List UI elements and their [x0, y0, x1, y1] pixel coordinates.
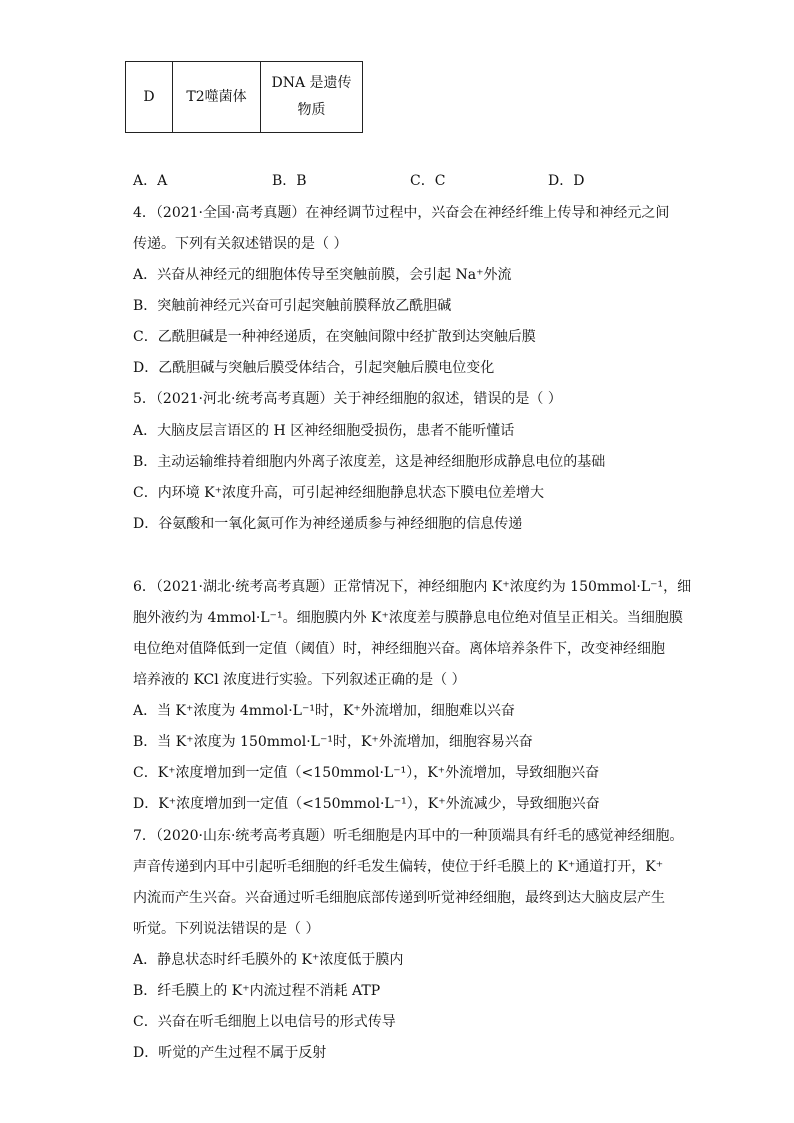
q5-option-b: B．主动运输维持着细胞内外离子浓度差，这是神经细胞形成静息电位的基础	[133, 454, 606, 470]
q3-option-d: D．D	[548, 173, 585, 189]
q7-stem-line-1: 7．（2020·山东·统考高考真题）听毛细胞是内耳中的一种顶端具有纤毛的感觉神经细胞。	[133, 828, 684, 844]
q4-stem-line-2: 传递。下列有关叙述错误的是（ ）	[133, 236, 348, 252]
conclusion-line-1: DNA 是遗传	[271, 75, 352, 91]
q6-stem-line-3: 电位绝对值降低到一定值（阈值）时，神经细胞兴奋。离体培养条件下，改变神经细胞	[133, 641, 665, 657]
q7-option-b: B．纤毛膜上的 K⁺内流过程不消耗 ATP	[133, 983, 381, 999]
q4-stem-line-1: 4．（2021·全国·高考真题）在神经调节过程中，兴奋会在神经纤维上传导和神经元之间	[133, 205, 670, 221]
q7-stem-line-4: 听觉。下列说法错误的是（ ）	[133, 921, 320, 937]
q6-option-b: B．当 K⁺浓度为 150mmol·L⁻¹时，K⁺外流增加，细胞容易兴奋	[133, 734, 533, 750]
q3-option-c: C．C	[410, 173, 446, 189]
q4-option-a: A．兴奋从神经元的细胞体传导至突触前膜，会引起 Na⁺外流	[133, 267, 512, 283]
q7-option-c: C．兴奋在听毛细胞上以电信号的形式传导	[133, 1014, 396, 1030]
q6-option-a: A．当 K⁺浓度为 4mmol·L⁻¹时，K⁺外流增加，细胞难以兴奋	[133, 703, 515, 719]
q3-option-b: B．B	[272, 173, 307, 189]
q6-stem-line-4: 培养液的 KCl 浓度进行实验。下列叙述正确的是（ ）	[133, 672, 466, 688]
table-cell-subject: T2噬菌体	[173, 62, 261, 133]
q4-option-d: D．乙酰胆碱与突触后膜受体结合，引起突触后膜电位变化	[133, 360, 495, 376]
answer-table-fragment	[125, 61, 363, 133]
q7-stem-line-2: 声音传递到内耳中引起听毛细胞的纤毛发生偏转，使位于纤毛膜上的 K⁺通道打开，K⁺	[133, 859, 664, 875]
q3-option-a: A．A	[133, 173, 168, 189]
q5-option-a: A．大脑皮层言语区的 H 区神经细胞受损伤，患者不能听懂话	[133, 423, 515, 439]
table-cell-label: D	[126, 62, 173, 133]
q7-stem-line-3: 内流而产生兴奋。兴奋通过听毛细胞底部传递到听觉神经细胞，最终到达大脑皮层产生	[133, 890, 665, 906]
q6-option-d: D．K⁺浓度增加到一定值（<150mmol·L⁻¹），K⁺外流减少，导致细胞兴奋	[133, 796, 600, 812]
q6-stem-line-2: 胞外液约为 4mmol·L⁻¹。细胞膜内外 K⁺浓度差与膜静息电位绝对值呈正相关。当细胞膜	[133, 610, 683, 626]
table-cell-conclusion	[261, 62, 363, 133]
q4-option-c: C．乙酰胆碱是一种神经递质，在突触间隙中经扩散到达突触后膜	[133, 329, 536, 345]
q7-option-a: A．静息状态时纤毛膜外的 K⁺浓度低于膜内	[133, 952, 404, 968]
table-row	[126, 62, 363, 133]
q5-option-d: D．谷氨酸和一氧化氮可作为神经递质参与神经细胞的信息传递	[133, 516, 523, 532]
q5-stem: 5．（2021·河北·统考高考真题）关于神经细胞的叙述，错误的是（ ）	[133, 391, 562, 407]
q6-option-c: C．K⁺浓度增加到一定值（<150mmol·L⁻¹），K⁺外流增加，导致细胞兴奋	[133, 765, 600, 781]
q4-option-b: B．突触前神经元兴奋可引起突触前膜释放乙酰胆碱	[133, 298, 452, 314]
q5-option-c: C．内环境 K⁺浓度升高，可引起神经细胞静息状态下膜电位差增大	[133, 485, 545, 501]
q7-option-d: D．听觉的产生过程不属于反射	[133, 1045, 327, 1061]
q6-stem-line-1: 6．（2021·湖北·统考高考真题）正常情况下，神经细胞内 K⁺浓度约为 150mmol·L⁻¹，细	[133, 579, 692, 595]
conclusion-line-2: 物质	[297, 102, 326, 118]
